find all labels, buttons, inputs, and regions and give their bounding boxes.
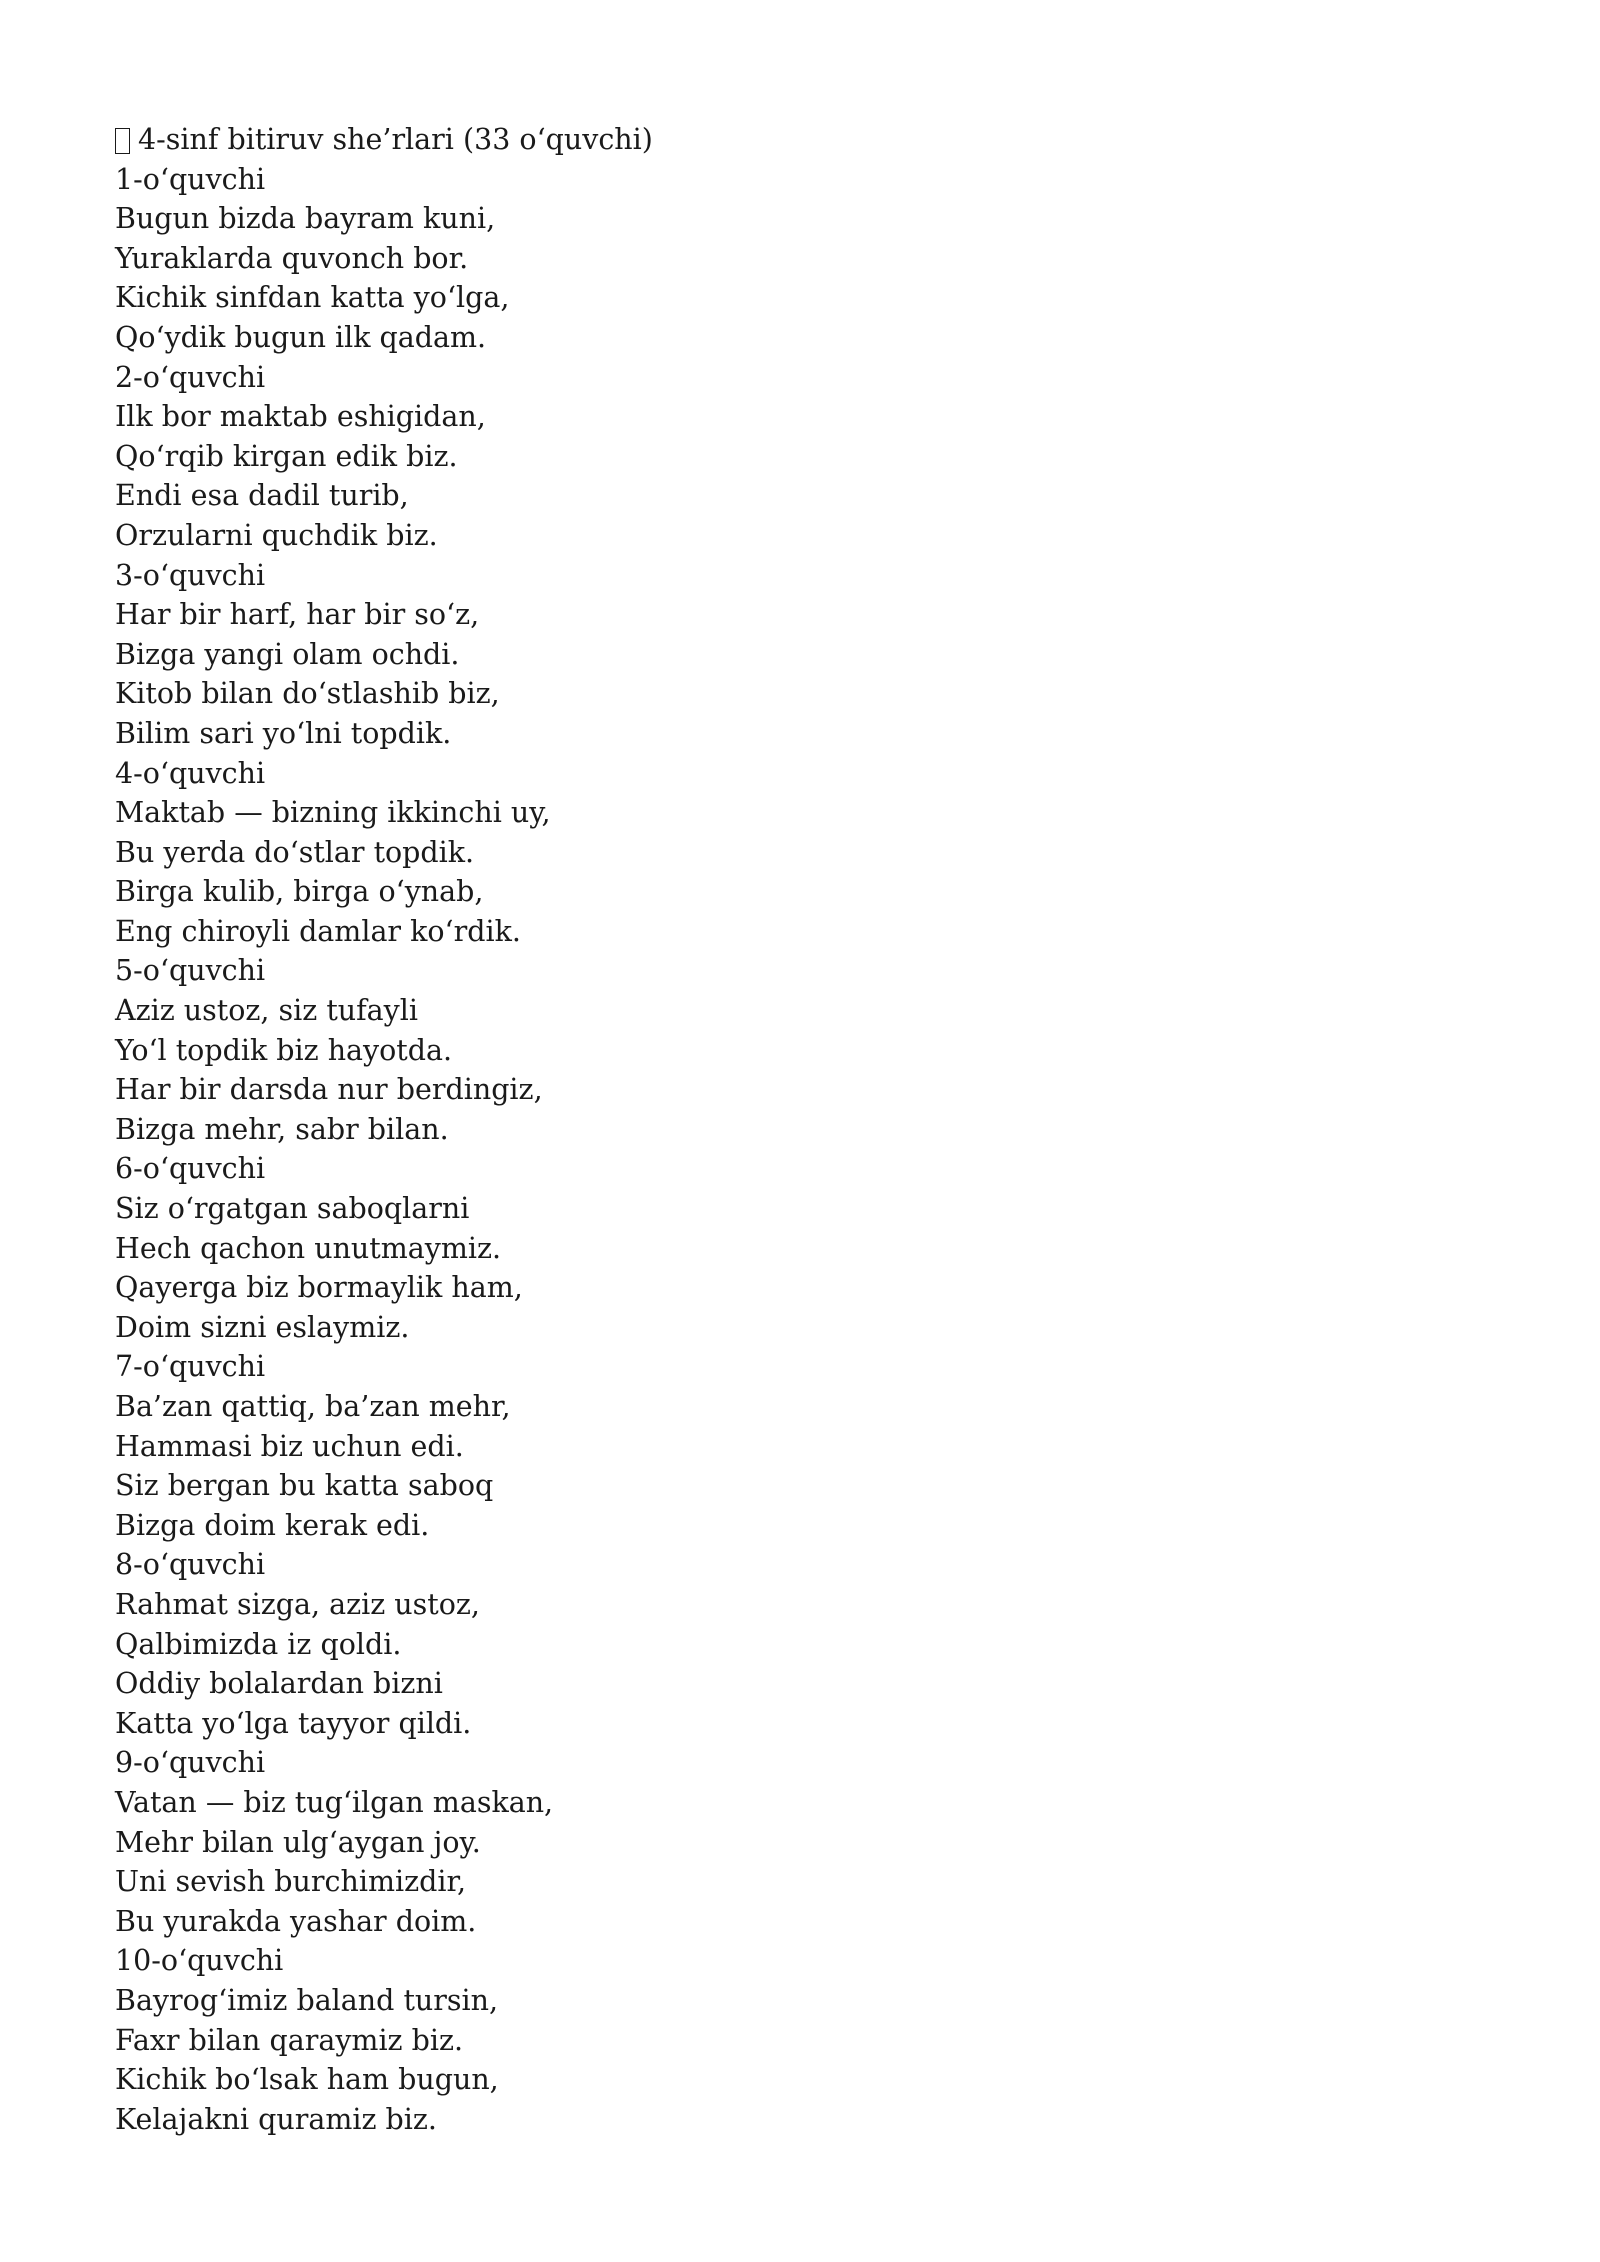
poem-line: Bizga mehr, sabr bilan. <box>115 1112 449 1146</box>
poem-line: Hech qachon unutmaymiz. <box>115 1231 502 1265</box>
poem-line: Bugun bizda bayram kuni, <box>115 202 496 236</box>
poem-line: Qayerga biz bormaylik ham, <box>115 1271 523 1305</box>
poem-line: Bilim sari yo‘lni topdik. <box>115 716 452 750</box>
poem-line: Qo‘ydik bugun ilk qadam. <box>115 320 487 354</box>
poem-line: Maktab — bizning ikkinchi uy, <box>115 796 551 830</box>
poem-line: Uni sevish burchimizdir, <box>115 1865 467 1899</box>
stanza <box>115 951 1495 1149</box>
stanza-list <box>115 160 1495 2140</box>
poem-line: Ilk bor maktab eshigidan, <box>115 400 486 434</box>
document-title-row <box>115 120 1495 160</box>
poem-line: Oddiy bolalardan bizni <box>115 1667 443 1701</box>
speaker-label: 1-o‘quvchi <box>115 162 266 196</box>
speaker-label: 4-o‘quvchi <box>115 756 266 790</box>
poem-line: Bizga yangi olam ochdi. <box>115 637 460 671</box>
stanza <box>115 556 1495 754</box>
speaker-label: 7-o‘quvchi <box>115 1350 266 1384</box>
poem-line: Yuraklarda quvonch bor. <box>115 241 469 275</box>
speaker-label: 2-o‘quvchi <box>115 360 266 394</box>
stanza <box>115 1347 1495 1545</box>
poem-line: Yo‘l topdik biz hayotda. <box>115 1033 453 1067</box>
speaker-label: 6-o‘quvchi <box>115 1152 266 1186</box>
poem-line: Faxr bilan qaraymiz biz. <box>115 2023 464 2057</box>
poem-line: Qo‘rqib kirgan edik biz. <box>115 439 458 473</box>
poem-line: Hammasi biz uchun edi. <box>115 1429 464 1463</box>
stanza <box>115 1941 1495 2139</box>
poem-line: Eng chiroyli damlar ko‘rdik. <box>115 914 521 948</box>
stanza <box>115 358 1495 556</box>
poem-line: Kitob bilan do‘stlashib biz, <box>115 677 500 711</box>
poem-line: Aziz ustoz, siz tufayli <box>115 994 419 1028</box>
speaker-label: 3-o‘quvchi <box>115 558 266 592</box>
poem-line: Bu yerda do‘stlar topdik. <box>115 835 475 869</box>
stanza <box>115 754 1495 952</box>
stanza <box>115 1149 1495 1347</box>
poem-line: Katta yo‘lga tayyor qildi. <box>115 1706 472 1740</box>
poem-line: Siz o‘rgatgan saboqlarni <box>115 1192 470 1226</box>
missing-glyph-icon <box>115 128 130 154</box>
document-title: 4-sinf bitiruv she’rlari (33 o‘quvchi) <box>138 123 653 156</box>
speaker-label: 8-o‘quvchi <box>115 1548 266 1582</box>
poem-line: Kichik bo‘lsak ham bugun, <box>115 2063 499 2097</box>
stanza <box>115 1545 1495 1743</box>
poem-line: Birga kulib, birga o‘ynab, <box>115 875 484 909</box>
poem-line: Rahmat sizga, aziz ustoz, <box>115 1587 480 1621</box>
poem-line: Har bir darsda nur berdingiz, <box>115 1073 543 1107</box>
poem-line: Bayrog‘imiz baland tursin, <box>115 1983 499 2017</box>
poem-content <box>115 120 1495 2139</box>
poem-line: Kichik sinfdan katta yo‘lga, <box>115 281 510 315</box>
poem-line: Mehr bilan ulg‘aygan joy. <box>115 1825 481 1859</box>
speaker-label: 9-o‘quvchi <box>115 1746 266 1780</box>
poem-line: Kelajakni quramiz biz. <box>115 2102 437 2136</box>
poem-line: Doim sizni eslaymiz. <box>115 1310 410 1344</box>
stanza <box>115 1743 1495 1941</box>
poem-line: Vatan — biz tug‘ilgan maskan, <box>115 1785 554 1819</box>
poem-line: Siz bergan bu katta saboq <box>115 1469 494 1503</box>
poem-line: Qalbimizda iz qoldi. <box>115 1627 402 1661</box>
speaker-label: 10-o‘quvchi <box>115 1944 284 1978</box>
poem-line: Har bir harf, har bir so‘z, <box>115 598 480 632</box>
poem-line: Ba’zan qattiq, ba’zan mehr, <box>115 1390 511 1423</box>
poem-line: Orzularni quchdik biz. <box>115 518 438 552</box>
poem-line: Endi esa dadil turib, <box>115 479 409 513</box>
stanza <box>115 160 1495 358</box>
poem-line: Bu yurakda yashar doim. <box>115 1904 477 1938</box>
speaker-label: 5-o‘quvchi <box>115 954 266 988</box>
poem-line: Bizga doim kerak edi. <box>115 1508 430 1542</box>
